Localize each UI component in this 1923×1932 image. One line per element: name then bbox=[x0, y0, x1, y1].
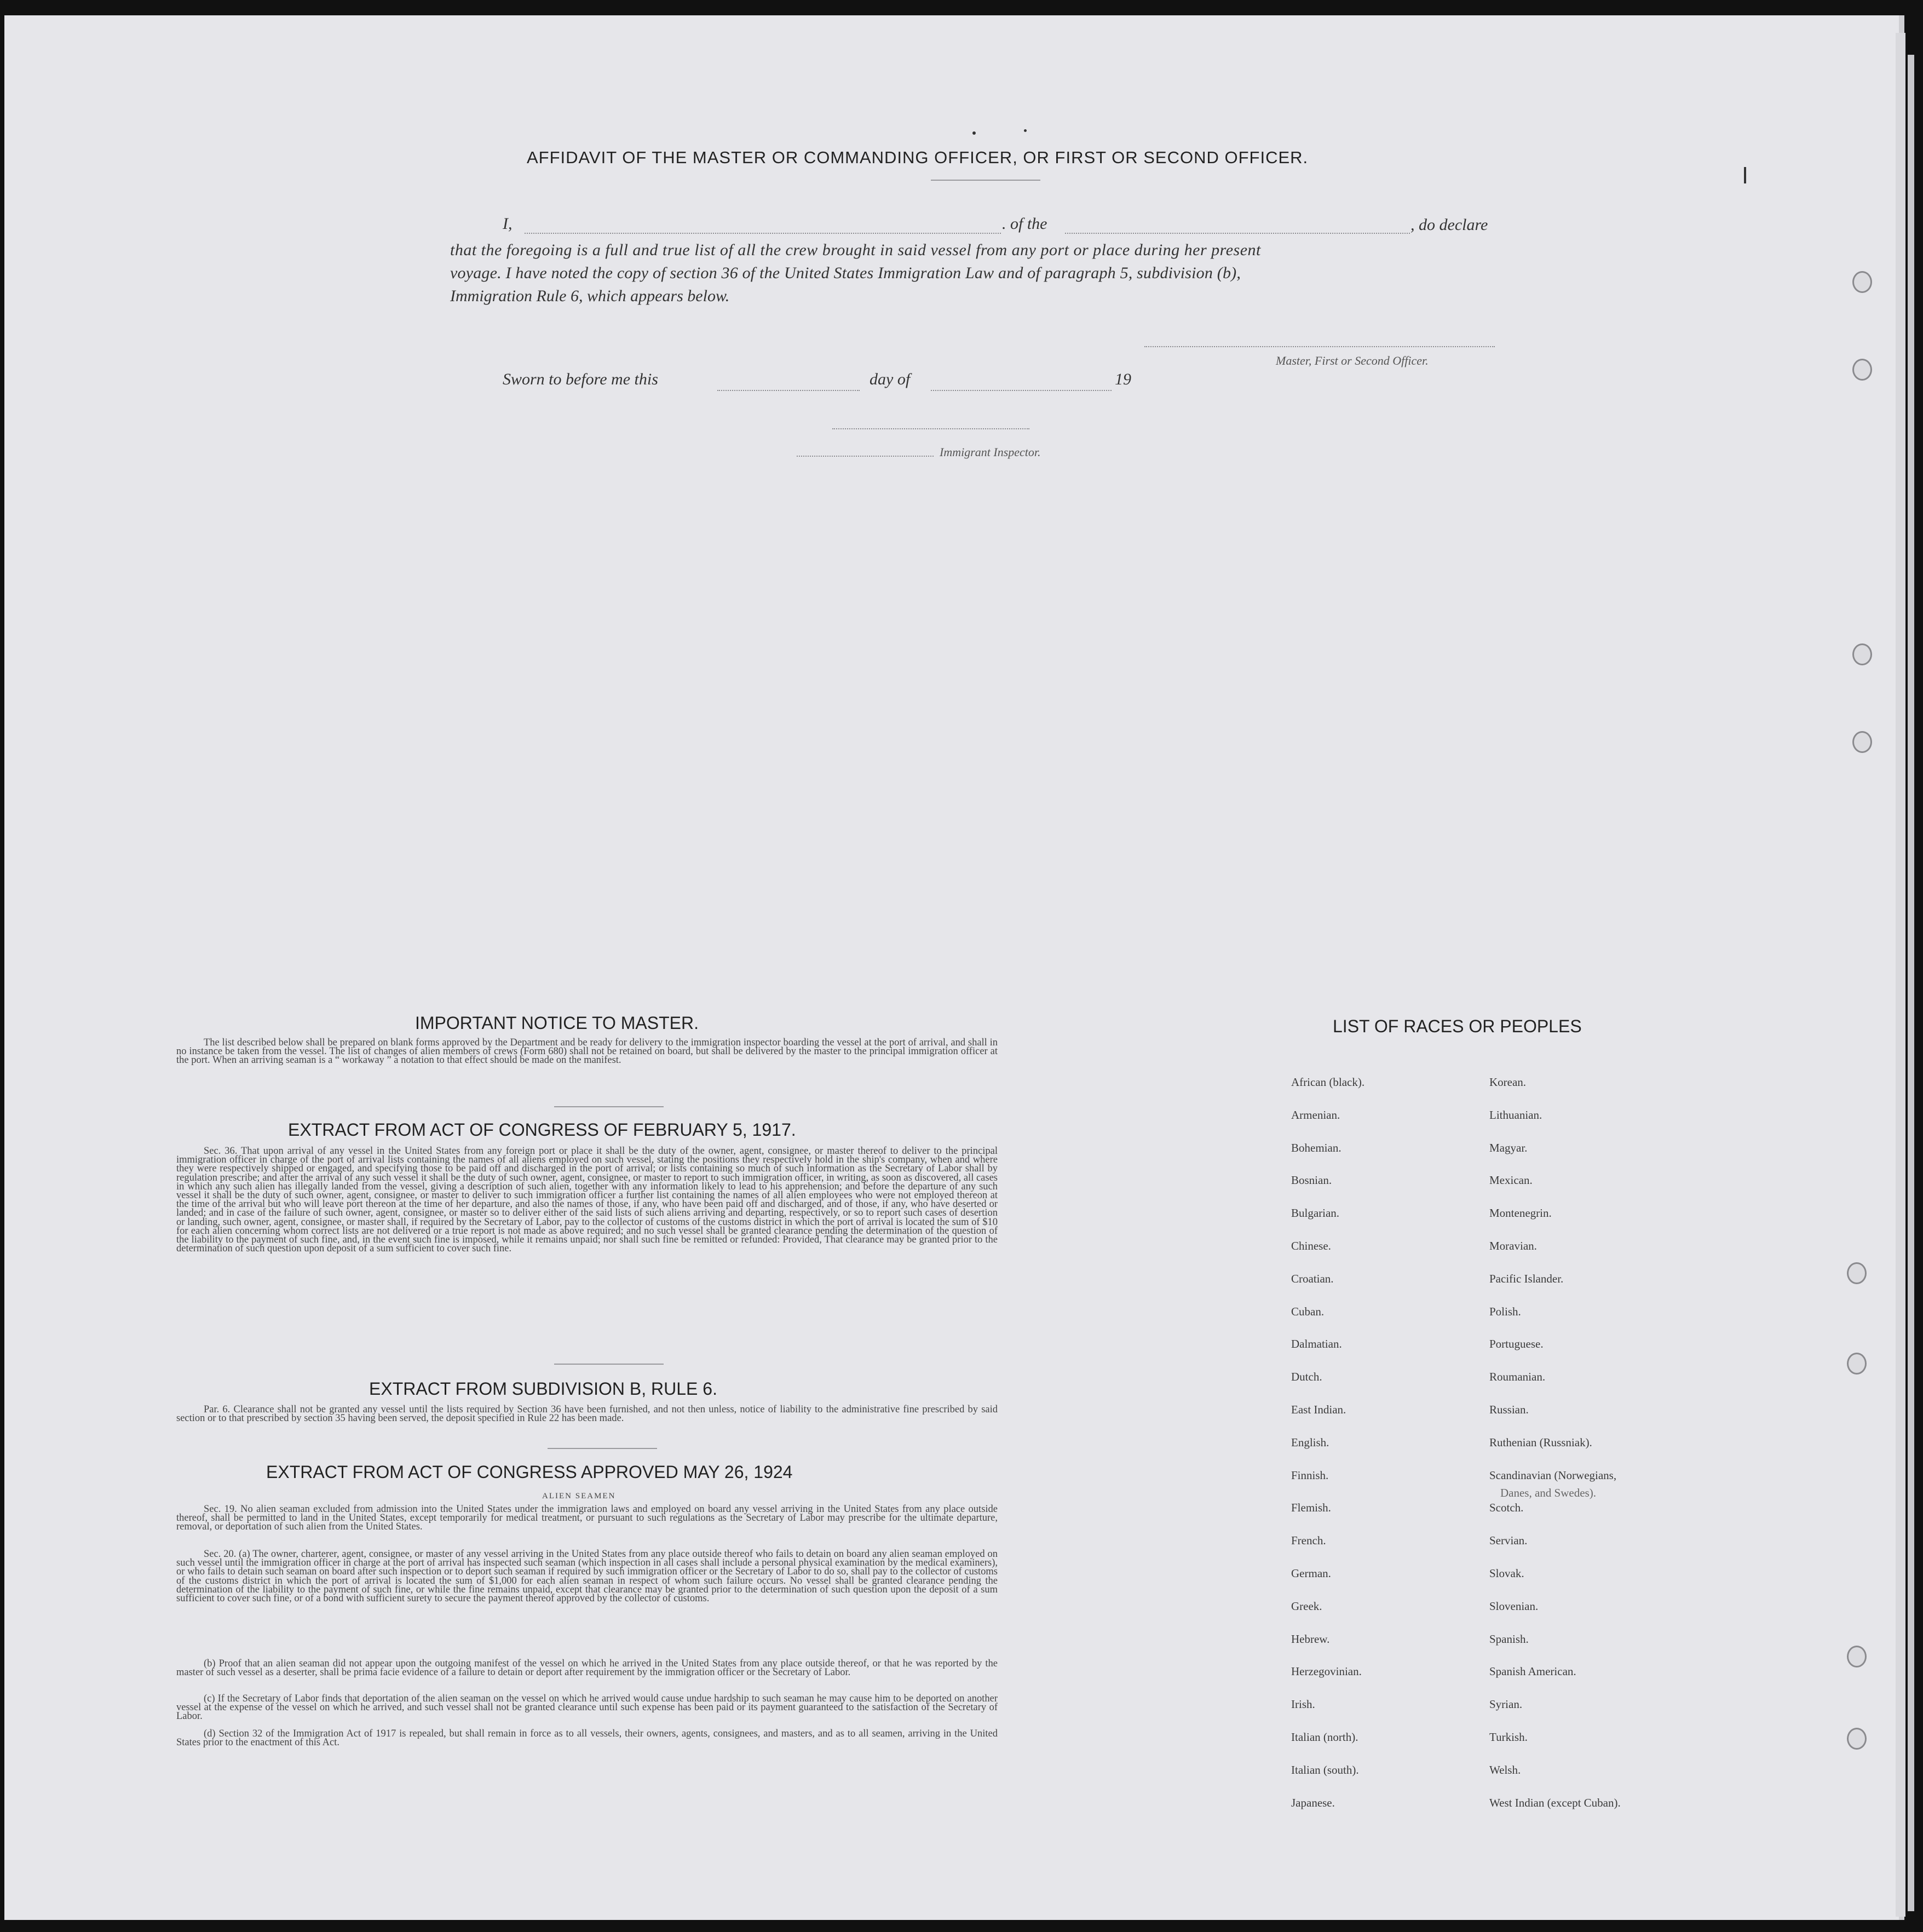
race-item: Japanese. bbox=[1291, 1796, 1335, 1809]
day-of-text: day of bbox=[870, 370, 911, 388]
race-item: English. bbox=[1291, 1435, 1329, 1449]
binder-hole bbox=[1847, 1646, 1867, 1668]
race-item: Roumanian. bbox=[1489, 1370, 1546, 1384]
page-edge-back bbox=[1908, 55, 1914, 1911]
signature-blank-master bbox=[1144, 346, 1495, 347]
master-caption: Master, First or Second Officer. bbox=[1276, 354, 1429, 367]
race-item: Welsh. bbox=[1489, 1763, 1521, 1776]
extract-1924-title: EXTRACT FROM ACT OF CONGRESS APPROVED MAY 26, 1924 bbox=[266, 1462, 793, 1482]
extract-1924-sec20a: Sec. 20. (a) The owner, charterer, agent, consignee, or master of any vessel arriving in the United States from any place outside thereof who fails to detain on board any alien seaman employed on such vessel until the immigration officer in charge at the port of arrival has inspected such seaman (which inspection in all cases shall include a personal physical examination by the medical examiners), or who fails to detain such seaman on board after such inspection or to deport such seaman if required by such immigration officer or the Secretary of Labor to do so, shall pay to the collector of customs of the customs district in which the port of arrival is located the sum of $1,000 for each alien seaman in respect of whom such failure occurs. No vessel shall be granted clearance pending the determination of the liability to the payment of such fine, or while the fine remains unpaid, except that clearance may be granted prior to the determination of such question upon the deposit of a sum sufficient to cover such fine, or of a bond with sufficient surety to secure the payment thereof approved by the collector of customs. bbox=[176, 1549, 998, 1605]
notice-title: IMPORTANT NOTICE TO MASTER. bbox=[415, 1013, 699, 1033]
extract-rule6-body: Par. 6. Clearance shall not be granted any vessel until the lists required by Section 36 have been furnished, and not then unless, notice of liability to the administrative fine prescribed by said section or to that prescribed by section 35 having been served, the deposit specified in Rule 22 has been made. bbox=[176, 1404, 998, 1424]
races-title: LIST OF RACES OR PEOPLES bbox=[1333, 1016, 1582, 1036]
extract-1924-subtitle: ALIEN SEAMEN bbox=[542, 1492, 616, 1500]
ink-dot bbox=[972, 131, 976, 135]
race-item: Dutch. bbox=[1291, 1370, 1322, 1384]
race-item: Turkish. bbox=[1489, 1730, 1528, 1744]
race-item: Magyar. bbox=[1489, 1141, 1528, 1154]
race-item: Slovenian. bbox=[1489, 1599, 1539, 1613]
race-item: West Indian (except Cuban). bbox=[1489, 1796, 1621, 1809]
affidavit-i: I, bbox=[503, 215, 513, 233]
binder-hole bbox=[1847, 1262, 1867, 1284]
section-divider bbox=[554, 1364, 664, 1365]
title-divider bbox=[931, 180, 1040, 181]
race-item: Italian (north). bbox=[1291, 1730, 1358, 1744]
race-item: Hebrew. bbox=[1291, 1632, 1330, 1646]
race-item: Pacific Islander. bbox=[1489, 1272, 1564, 1285]
extract-1924-sec20c: (c) If the Secretary of Labor finds that deportation of the alien seaman on the vessel on which he arrived would cause undue hardship to such seaman he may cause him to be deported on another vessel at the expense of the vessel on which he arrived, and such vessel shall not be granted clearance until such expense has been paid or its payment guaranteed to the satisfaction of the Secretary of Labor. bbox=[176, 1693, 998, 1722]
binder-hole bbox=[1852, 731, 1872, 753]
race-item: Scotch. bbox=[1489, 1501, 1524, 1515]
race-item: Servian. bbox=[1489, 1534, 1528, 1548]
binder-hole bbox=[1852, 271, 1872, 293]
vessel-blank bbox=[1065, 233, 1410, 234]
race-item: Spanish American. bbox=[1489, 1665, 1576, 1678]
race-item: Russian. bbox=[1489, 1403, 1529, 1416]
race-item: Finnish. bbox=[1291, 1468, 1329, 1482]
race-item: Polish. bbox=[1489, 1304, 1521, 1318]
extract-1924-sec20b: (b) Proof that an alien seaman did not appear upon the outgoing manifest of the vessel on which he arrived in the United States from any place outside thereof, or that he was reported by the master of such vessel as a deserter, shall be prima facie evidence of a failure to detain or deport after requirement by the immigration officer or the Secretary of Labor. bbox=[176, 1658, 998, 1678]
section-divider bbox=[548, 1448, 657, 1449]
ink-mark bbox=[1744, 167, 1746, 183]
inspector-caption: Immigrant Inspector. bbox=[940, 445, 1041, 459]
race-item: Moravian. bbox=[1489, 1239, 1537, 1252]
affidavit-do-declare: , do declare bbox=[1410, 216, 1488, 234]
ink-dot bbox=[1024, 129, 1027, 132]
page-edge bbox=[1896, 33, 1905, 1917]
section-divider bbox=[554, 1106, 664, 1107]
signature-blank-inspector-1 bbox=[832, 428, 1029, 429]
year-prefix: 19 bbox=[1115, 370, 1131, 388]
document-page bbox=[4, 15, 1904, 1920]
month-blank bbox=[931, 390, 1112, 391]
binder-hole bbox=[1847, 1353, 1867, 1375]
affidavit-of-the: . of the bbox=[1002, 215, 1047, 233]
race-item: Irish. bbox=[1291, 1698, 1315, 1711]
binder-hole bbox=[1852, 643, 1872, 665]
extract-1924-sec19: Sec. 19. No alien seaman excluded from admission into the United States under the immigration laws and employed on board any vessel arriving in the United States from any place outside thereof, shall be permitted to land in the United States, except temporarily for medical treatment, or pursuant to such regulations as the Secretary of Labor may prescribe for the ultimate departure, removal, or deportation of such alien from the United States. bbox=[176, 1504, 998, 1533]
race-item: Mexican. bbox=[1489, 1174, 1533, 1187]
race-item: East Indian. bbox=[1291, 1403, 1346, 1416]
race-item: Montenegrin. bbox=[1489, 1206, 1552, 1220]
affidavit-line-2: that the foregoing is a full and true list of all the crew brought in said vessel from any port or place during her present bbox=[450, 241, 1261, 259]
race-item: Croatian. bbox=[1291, 1272, 1334, 1285]
affidavit-line-4: Immigration Rule 6, which appears below. bbox=[450, 287, 730, 305]
race-item: Spanish. bbox=[1489, 1632, 1529, 1646]
affidavit-line-3: voyage. I have noted the copy of section 36 of the United States Immigration Law and of paragraph 5, subdivision (b), bbox=[450, 264, 1241, 282]
race-scandinavian-continuation: Danes, and Swedes). bbox=[1500, 1486, 1596, 1499]
race-item: Greek. bbox=[1291, 1599, 1322, 1613]
race-item: Korean. bbox=[1489, 1076, 1527, 1089]
race-item: Portuguese. bbox=[1489, 1337, 1544, 1351]
name-blank bbox=[525, 233, 1001, 234]
race-item: Flemish. bbox=[1291, 1501, 1331, 1515]
race-item: Syrian. bbox=[1489, 1698, 1523, 1711]
affidavit-title: AFFIDAVIT OF THE MASTER OR COMMANDING OFFICER, OR FIRST OR SECOND OFFICER. bbox=[527, 148, 1309, 167]
extract-rule6-title: EXTRACT FROM SUBDIVISION B, RULE 6. bbox=[369, 1379, 717, 1399]
race-item: Scandinavian (Norwegians, bbox=[1489, 1468, 1617, 1482]
race-item: Herzegovinian. bbox=[1291, 1665, 1362, 1678]
sworn-text: Sworn to before me this bbox=[503, 370, 658, 388]
race-item: Slovak. bbox=[1489, 1567, 1524, 1580]
binder-hole bbox=[1847, 1728, 1867, 1750]
race-item: Dalmatian. bbox=[1291, 1337, 1342, 1351]
race-item: Chinese. bbox=[1291, 1239, 1331, 1252]
race-item: German. bbox=[1291, 1567, 1331, 1580]
race-item: Lithuanian. bbox=[1489, 1108, 1542, 1122]
binder-hole bbox=[1852, 359, 1872, 381]
race-item: African (black). bbox=[1291, 1076, 1365, 1089]
race-item: Cuban. bbox=[1291, 1304, 1325, 1318]
race-item: Bulgarian. bbox=[1291, 1206, 1340, 1220]
signature-blank-inspector-2 bbox=[797, 456, 934, 457]
day-blank bbox=[717, 390, 860, 391]
extract-1917-body: Sec. 36. That upon arrival of any vessel in the United States from any foreign port or place it shall be the duty of the owner, agent, consignee, or master thereof to deliver to the principal immigration officer in charge of the port of arrival lists containing the names of all aliens employed on such vessel, stating the positions they respectively hold in the ship's company, when and where they were respectively shipped or engaged, and specifying those to be paid off and discharged in the port of arrival; or lists containing so much of such information as the Secretary of Labor shall by regulation prescribe; and after the arrival of any such vessel it shall be the duty of such owner, agent, consignee, or master to report to such immigration officer, in writing, as soon as discovered, all cases in which any such alien has illegally landed from the vessel, giving a description of such alien, together with any information likely to lead to his apprehension; and before the departure of any such vessel it shall be the duty of such owner, agent, consignee, or master to deliver to such immigration officer a further list containing the names of all alien employees who were not employed thereon at the time of the arrival but who will leave port thereon at the time of her departure, and also the names of those, if any, who have been paid off and discharged, and of those, if any, who have deserted or landed; and in case of the failure of such owner, agent, consignee, or master so to deliver either of the said lists of such aliens arriving and departing, respectively, or so to report such cases of desertion or landing, such owner, agent, consignee, or master shall, if required by the Secretary of Labor, pay to the collector of customs of the customs district in which the port of arrival is located the sum of $10 for each alien concerning whom correct lists are not delivered or a true report is not made as above required; and no such vessel shall be granted clearance pending the determination of the question of the liability to the payment of such fine, and, in the event such fine is imposed, while it remains unpaid; nor shall such fine be remitted or refunded: Provided, That clearance may be granted prior to the determination of such question upon deposit of a sum sufficient to cover such fine. bbox=[176, 1146, 998, 1255]
race-item: French. bbox=[1291, 1534, 1326, 1548]
race-item: Armenian. bbox=[1291, 1108, 1340, 1122]
race-item: Bosnian. bbox=[1291, 1174, 1332, 1187]
race-item: Italian (south). bbox=[1291, 1763, 1359, 1776]
extract-1917-title: EXTRACT FROM ACT OF CONGRESS OF FEBRUARY 5, 1917. bbox=[288, 1120, 796, 1140]
race-item: Bohemian. bbox=[1291, 1141, 1342, 1154]
race-item: Ruthenian (Russniak). bbox=[1489, 1435, 1592, 1449]
notice-body: The list described below shall be prepared on blank forms approved by the Department and be ready for delivery to the immigration inspector boarding the vessel at the port of arrival, and shall in no instance be taken from the vessel. The list of changes of alien members of crews (Form 680) shall not be retained on board, but shall be delivered by the master to the principal immigration officer at the port. When an arriving seaman is a “ workaway ” a notation to that effect should be made on the manifest. bbox=[176, 1037, 998, 1066]
extract-1924-sec20d: (d) Section 32 of the Immigration Act of 1917 is repealed, but shall remain in force as to all vessels, their owners, agents, consignees, and masters, and as to all seamen, arriving in the United States prior to the enactment of this Act. bbox=[176, 1728, 998, 1749]
